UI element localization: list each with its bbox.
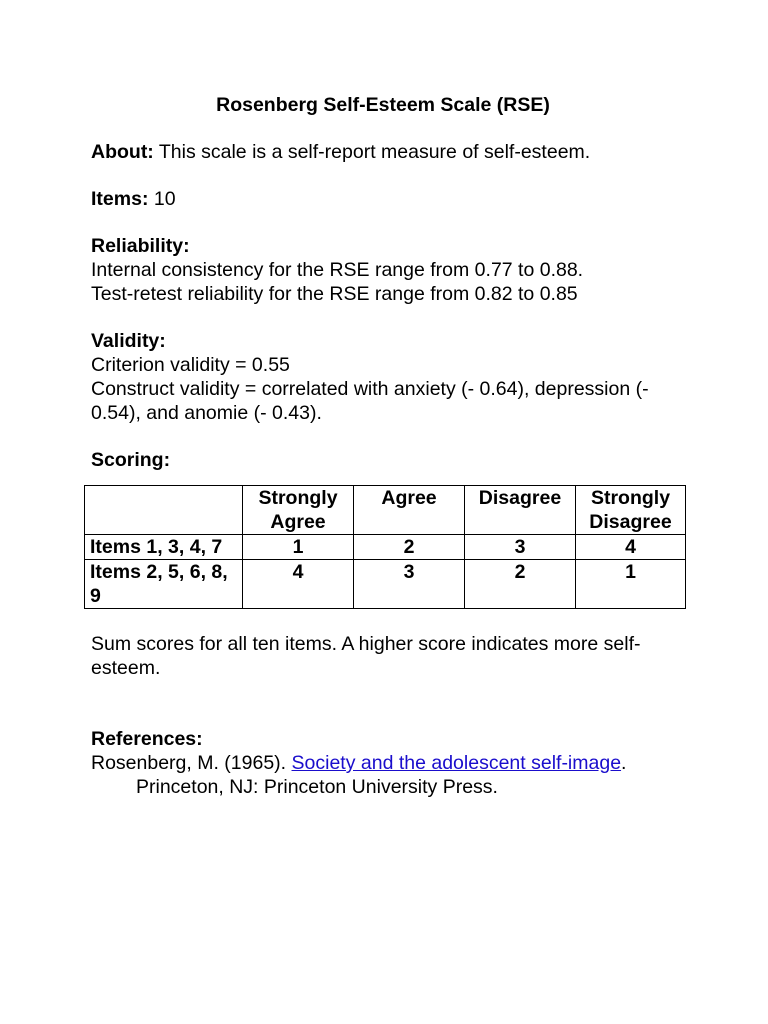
scoring-summary: Sum scores for all ten items. A higher score indicates more self-esteem.	[91, 633, 641, 679]
scoring-table	[84, 485, 686, 609]
cell-value: 2	[354, 535, 465, 560]
cell-value: 4	[243, 560, 354, 609]
reliability-test-retest: Test-retest reliability for the RSE range from 0.82 to 0.85	[91, 283, 578, 305]
cell-value: 3	[354, 560, 465, 609]
scoring-header-row	[85, 486, 686, 535]
cell-value: 1	[243, 535, 354, 560]
about-section	[91, 140, 691, 164]
references-section	[91, 727, 691, 799]
citation-publisher: Princeton, NJ: Princeton University Press.	[136, 776, 498, 798]
table-row	[85, 535, 686, 560]
book-title-link[interactable]: Society and the adolescent self-image	[291, 752, 622, 774]
reliability-label: Reliability:	[91, 235, 190, 257]
citation-period: .	[621, 752, 627, 774]
reliability-section	[91, 234, 691, 306]
cell-value: 2	[465, 560, 576, 609]
about-label: About:	[91, 141, 154, 163]
row-label: Items 2, 5, 6, 8, 9	[85, 560, 243, 609]
header-agree: Agree	[354, 486, 465, 535]
references-label: References:	[91, 728, 203, 750]
document-title: Rosenberg Self-Esteem Scale (RSE)	[216, 94, 550, 116]
reliability-internal-consistency: Internal consistency for the RSE range from 0.77 to 0.88.	[91, 259, 584, 281]
header-cell-empty	[85, 486, 243, 535]
validity-label: Validity:	[91, 330, 166, 352]
validity-section	[91, 329, 691, 425]
items-label: Items:	[91, 188, 149, 210]
cell-value: 1	[576, 560, 686, 609]
validity-criterion: Criterion validity = 0.55	[91, 354, 290, 376]
cell-value: 3	[465, 535, 576, 560]
header-strongly-agree: Strongly Agree	[243, 486, 354, 535]
row-label: Items 1, 3, 4, 7	[85, 535, 243, 560]
header-disagree: Disagree	[465, 486, 576, 535]
about-text: This scale is a self-report measure of self-esteem.	[153, 141, 591, 163]
items-count: 10	[148, 188, 176, 210]
citation-author-year: Rosenberg, M. (1965).	[91, 752, 292, 774]
reference-citation	[91, 751, 691, 775]
document-page	[91, 93, 691, 799]
table-row	[85, 560, 686, 609]
cell-value: 4	[576, 535, 686, 560]
validity-construct: Construct validity = correlated with anxiety (- 0.64), depression (- 0.54), and anomie (- 0.43).	[91, 378, 649, 424]
header-strongly-disagree: Strongly Disagree	[576, 486, 686, 535]
items-section	[91, 187, 691, 211]
scoring-label: Scoring:	[91, 449, 171, 471]
